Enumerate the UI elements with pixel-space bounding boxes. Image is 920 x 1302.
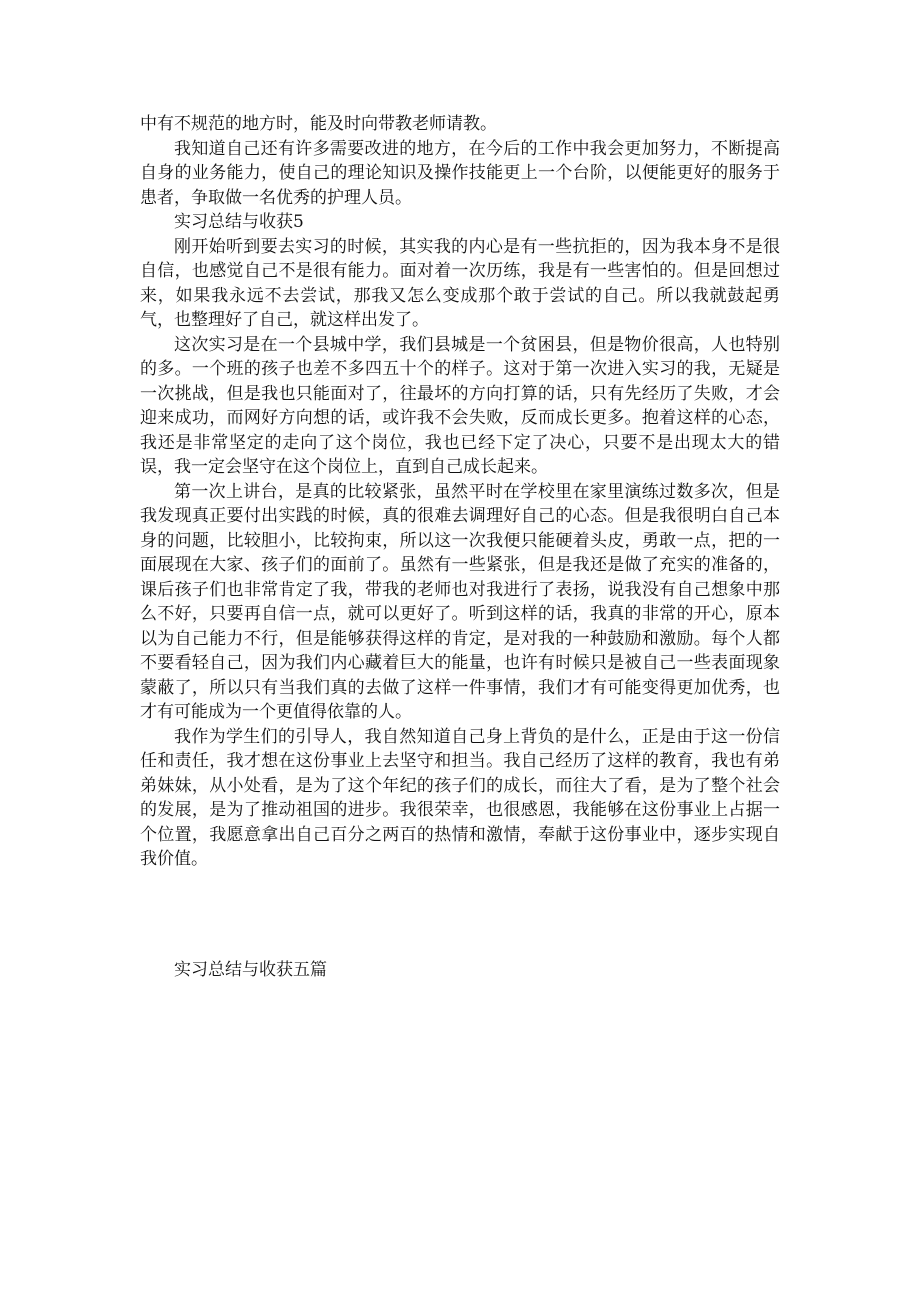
document-body: [140, 112, 780, 872]
paragraph-continuation: 中有不规范的地方时，能及时向带教老师请教。: [140, 114, 497, 134]
paragraph-beginning: 刚开始听到要去实习的时候，其实我的内心是有一些抗拒的，因为我本身不是很自信，也感觉自己不是很有能力。面对着一次历练，我是有一些害怕的。但是回想过来，如果我永远不去尝试，那我又怎么变成那个敢于尝试的自己。所以我就鼓起勇气，也整理好了自己，就这样出发了。: [140, 236, 780, 330]
paragraph-improvement: 我知道自己还有许多需要改进的地方，在今后的工作中我会更加努力，不断提高自身的业务能力，使自己的理论知识及操作技能更上一个台阶，以便能更好的服务于患者，争取做一名优秀的护理人员。: [140, 138, 780, 208]
paragraph-first-lecture: 第一次上讲台，是真的比较紧张，虽然平时在学校里在家里演练过数多次，但是我发现真正要付出实践的时候，真的很难去调理好自己的心态。但是我很明白自己本身的问题，比较胆小，比较拘束，所以这一次我便只能硬着头皮，勇敢一点，把的一面展现在大家、孩子们的面前了。虽然有一些紧张，但是我还是做了充实的准备的，课后孩子们也非常肯定了我，带我的老师也对我进行了表扬，说我没有自己想象中那么不好，只要再自信一点，就可以更好了。听到这样的话，我真的非常的开心，原本以为自己能力不行，但是能够获得这样的肯定，是对我的一种鼓励和激励。每个人都不要看轻自己，因为我们内心藏着巨大的能量，也许有时候只是被自己一些表面现象蒙蔽了，所以只有当我们真的去做了这样一件事情，我们才有可能变得更加优秀，也才有可能成为一个更值得依靠的人。: [140, 481, 780, 722]
paragraph-responsibility: 我作为学生们的引导人，我自然知道自己身上背负的是什么，正是由于这一份信任和责任，我才想在这份事业上去坚守和担当。我自己经历了这样的教育，我也有弟弟妹妹，从小处看，是为了这个年纪的孩子们的成长，而往大了看，是为了整个社会的发展，是为了推动祖国的进步。我很荣幸，也很感恩，我能够在这份事业上占据一个位置，我愿意拿出自己百分之两百的热情和激情，奉献于这份事业中，逐步实现自我价值。: [140, 726, 780, 869]
document-footer-title: 实习总结与收获五篇: [174, 960, 327, 980]
paragraph-county-school: 这次实习是在一个县城中学，我们县城是一个贫困县，但是物价很高，人也特别的多。一个班的孩子也差不多四五十个的样子。这对于第一次进入实习的我，无疑是一次挑战，但是我也只能面对了，往最坏的方向打算的话，只有先经历了失败，才会迎来成功，而网好方向想的话，或许我不会失败，反而成长更多。抱着这样的心态，我还是非常坚定的走向了这个岗位，我也已经下定了决心，只要不是出现太大的错误，我一定会坚守在这个岗位上，直到自己成长起来。: [140, 334, 780, 477]
section-heading: 实习总结与收获5: [174, 212, 304, 232]
